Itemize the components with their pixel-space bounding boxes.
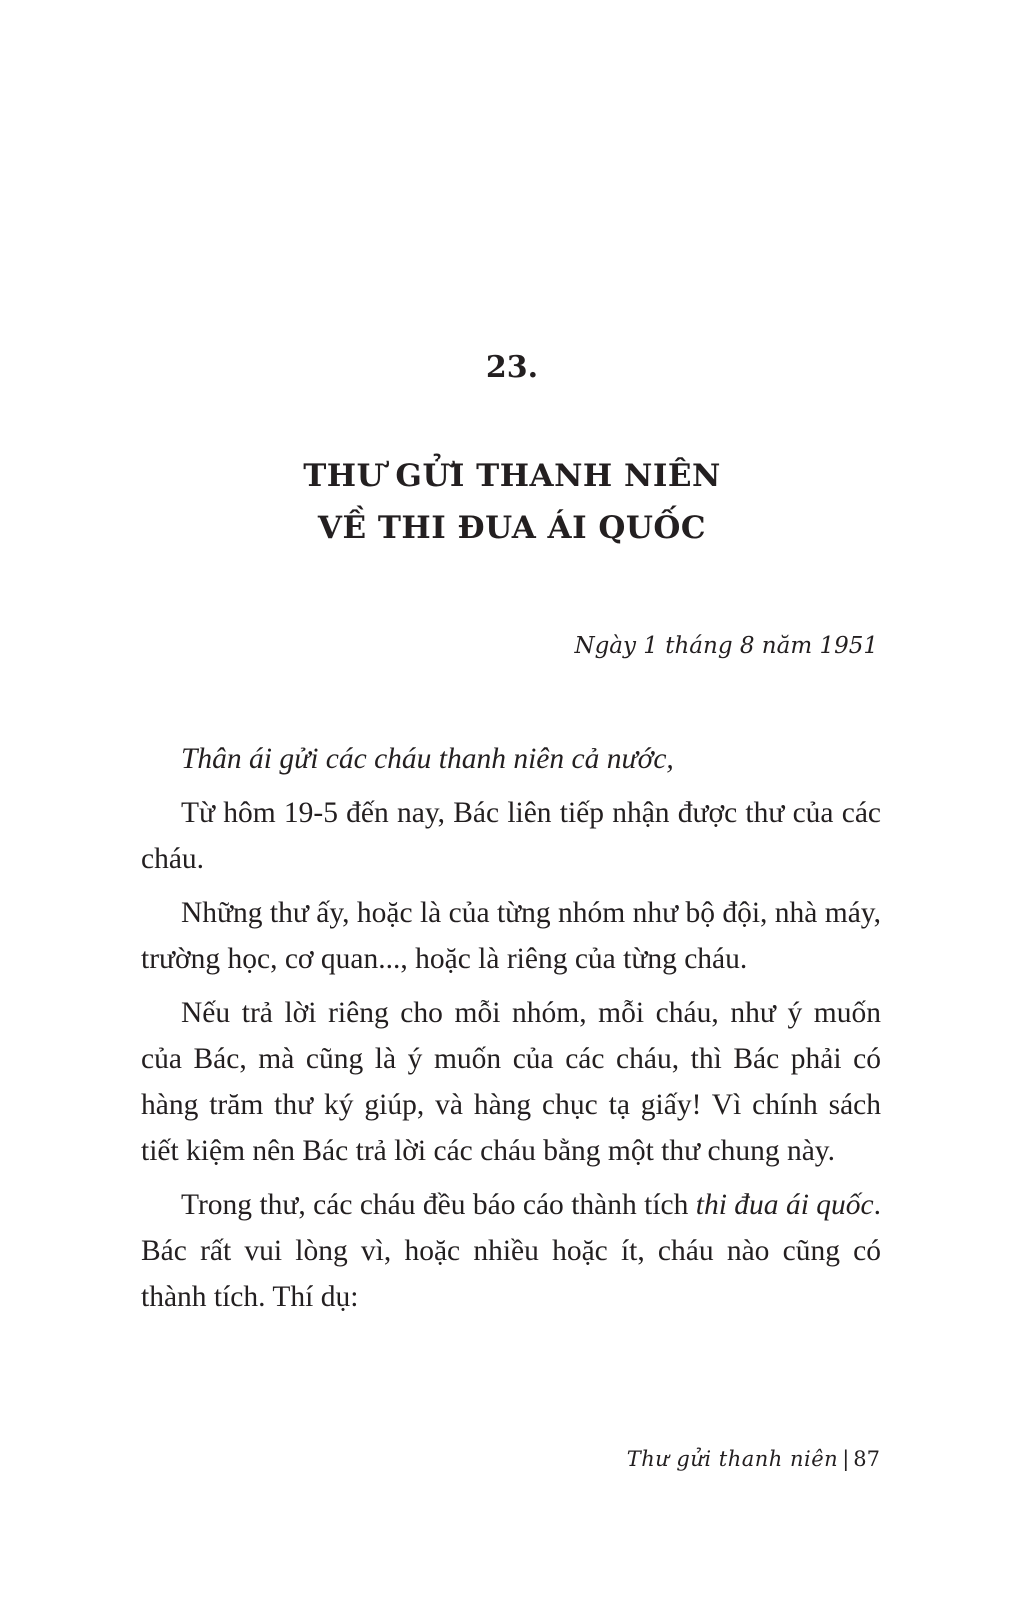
page-footer [627, 1444, 880, 1474]
paragraph-4-emphasis: thi đua ái quốc [695, 1189, 874, 1221]
footer-separator: | [842, 1447, 850, 1471]
page-number: 87 [853, 1447, 880, 1471]
paragraph-4-end: . Bác rất vui lòng vì, hoặc nhiều hoặc ít, cháu nào cũng có thành tích. Thí dụ: [141, 1189, 881, 1313]
paragraph-4-start: Trong thư, các cháu đều báo cáo thành tích [181, 1189, 696, 1221]
chapter-number: 23. [485, 350, 539, 385]
paragraph-4 [141, 1182, 881, 1320]
salutation [141, 736, 881, 782]
letter-date: Ngày 1 tháng 8 năm 1951 [574, 633, 878, 659]
chapter-title-line-1: THƯ GỬI THANH NIÊN [303, 458, 721, 494]
running-title: Thư gửi thanh niên [626, 1447, 839, 1471]
chapter-title-line-2: VỀ THI ĐUA ÁI QUỐC [317, 510, 707, 546]
chapter-title [0, 450, 1024, 554]
paragraph-2: Những thư ấy, hoặc là của từng nhóm như bộ đội, nhà máy, trường học, cơ quan..., hoặc là riêng của từng cháu. [141, 897, 881, 975]
paragraph-1: Từ hôm 19-5 đến nay, Bác liên tiếp nhận được thư của các cháu. [141, 797, 881, 875]
paragraph-3: Nếu trả lời riêng cho mỗi nhóm, mỗi cháu, như ý muốn của Bác, mà cũng là ý muốn của các cháu, thì Bác phải có hàng trăm thư ký giúp, và hàng chục tạ giấy! Vì chính sách tiết kiệm nên Bác trả lời các cháu bằng một thư chung này. [141, 997, 881, 1167]
letter-body [141, 736, 881, 1328]
salutation-text: Thân ái gửi các cháu thanh niên cả nước, [181, 743, 674, 775]
